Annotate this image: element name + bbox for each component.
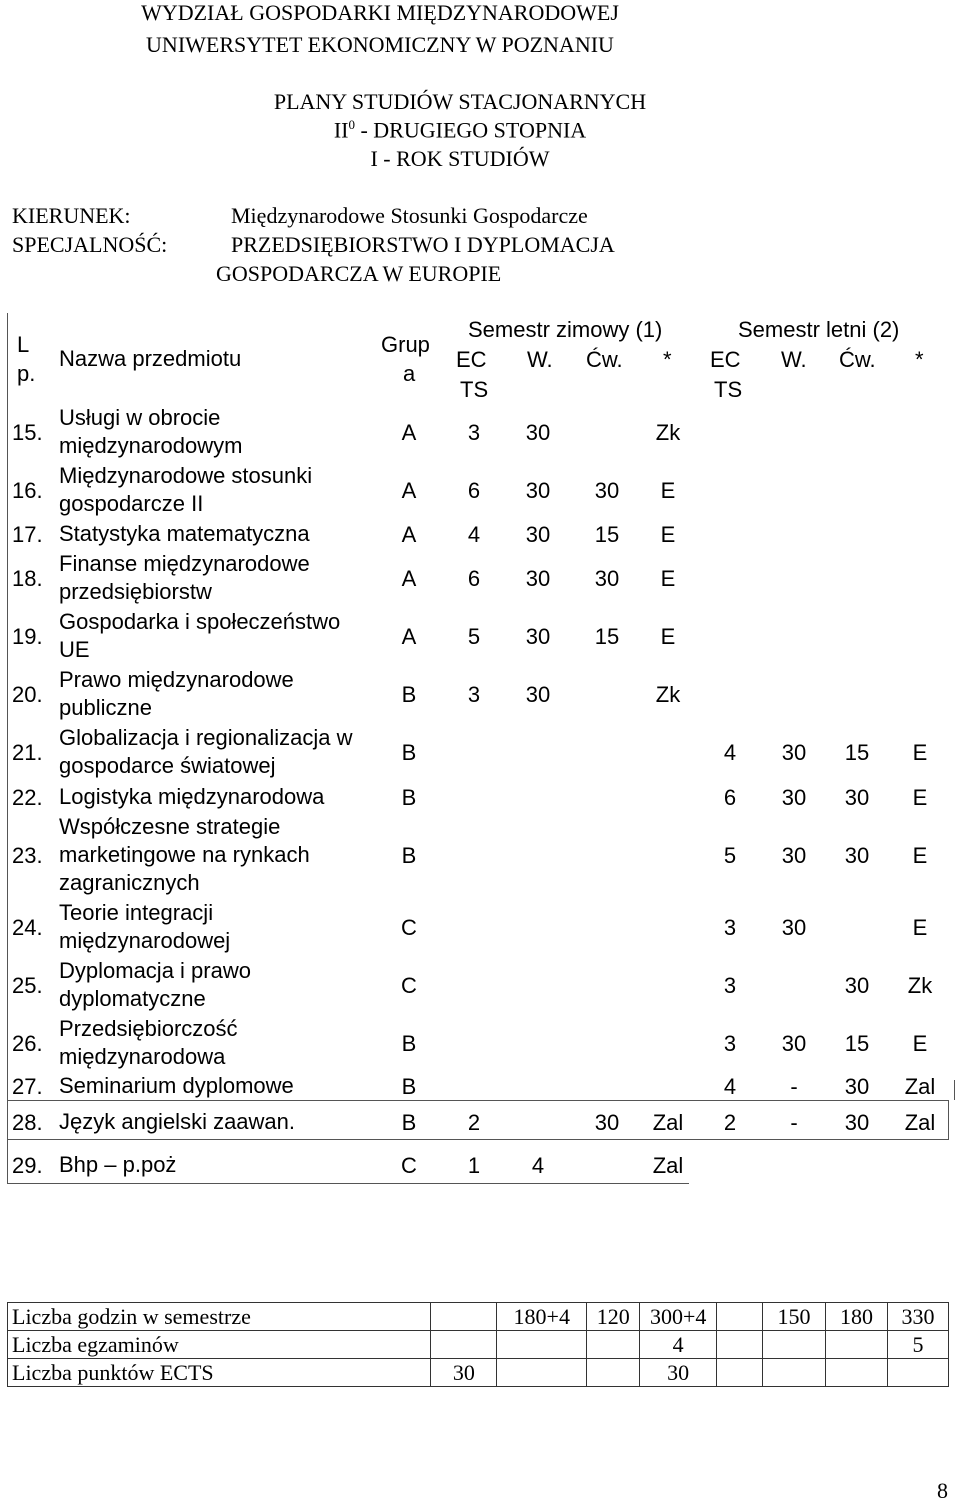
row-s2-value: 30 [844,973,870,998]
row-s2-value: 30 [781,784,807,810]
row-s2-value: 2 [723,1110,737,1135]
s2-w-header: W. [781,347,807,372]
plan-title: PLANY STUDIÓW STACJONARNYCH [273,89,647,114]
col-group-header-1: Grup [381,332,430,357]
summary-value [763,1359,826,1387]
summary-value [497,1331,587,1359]
faculty-title: WYDZIAŁ GOSPODARKI MIĘDZYNARODOWEJ [141,0,619,25]
row-s1-value: 1 [467,1153,481,1178]
summary-value: 30 [640,1359,717,1387]
row-subject-name: Gospodarka i społeczeństwo [59,609,341,634]
summary-label: Liczba egzaminów [8,1331,431,1359]
row-s2-value: 30 [781,843,807,868]
row-subject-name: międzynarodowym [59,433,243,458]
row-lp: 16. [12,478,43,503]
row-subject-name: Statystyka matematyczna [59,520,310,546]
row-s2-value: 30 [844,784,870,810]
summary-label: Liczba punktów ECTS [8,1359,431,1387]
summary-value [587,1331,640,1359]
row-lp: 24. [12,915,43,940]
summary-value: 30 [431,1359,497,1387]
row-subject-name: Międzynarodowe stosunki [59,463,313,488]
row-s1-value: 30 [594,1110,620,1135]
s1-ects-header-2: TS [460,377,489,402]
summary-value: 4 [640,1331,717,1359]
row-group: A [401,521,417,547]
row-subject-name: dyplomatyczne [59,986,206,1011]
summary-value [497,1359,587,1387]
row-subject-name: Seminarium dyplomowe [59,1073,294,1098]
row-s1-value: 5 [467,624,481,649]
s2-star-header: * [915,347,924,372]
summary-value [587,1359,640,1387]
summary-value: 180 [826,1303,888,1331]
row-s2-value: E [912,740,928,765]
row-s2-value: Zk [907,973,933,998]
row-s1-value: E [660,566,676,591]
row-s2-value: 30 [781,740,807,765]
row-group: C [401,973,417,998]
row-s1-value: Zal [652,1153,684,1178]
summary-value [717,1303,763,1331]
row-subject-name: Finanse międzynarodowe [59,551,310,576]
row-group: B [401,843,417,868]
col-name-header: Nazwa przedmiotu [59,346,242,371]
row-subject-name: Logistyka międzynarodowa [59,783,325,809]
row-lp: 17. [12,521,43,547]
row-group: B [401,1074,417,1099]
row-lp: 22. [12,784,43,810]
row-subject-name: gospodarce światowej [59,753,276,778]
degree-title: $II^0$ - DRUGIEGO STOPNIA [333,117,587,143]
row-s1-value: 15 [594,521,620,547]
row-s1-value: Zk [655,682,681,707]
row-s1-value: 30 [525,420,551,445]
row-s2-value: 5 [723,843,737,868]
summary-value: 300+4 [640,1303,717,1331]
row-s1-value: E [660,478,676,503]
summary-value [431,1331,497,1359]
semester-winter-header: Semestr zimowy (1) [468,317,663,342]
summary-value [826,1331,888,1359]
summary-label: Liczba godzin w semestrze [8,1303,431,1331]
row-s1-value: 4 [467,521,481,547]
row-group: A [401,624,417,649]
row-subject-name: międzynarodowa [59,1044,226,1069]
row-s2-value: - [790,1074,798,1099]
row-s1-value: 15 [594,624,620,649]
row-s2-value: E [912,915,928,940]
row-lp: 29. [12,1153,43,1178]
row-s2-value: 15 [844,740,870,765]
row-subject-name: marketingowe na rynkach [59,842,310,867]
summary-value [717,1331,763,1359]
row-group: A [401,566,417,591]
summary-table [7,1302,949,1387]
row-group: B [401,682,417,707]
row-s2-value: 15 [844,1031,870,1056]
row-subject-name: Prawo międzynarodowe [59,667,294,692]
summary-value: 180+4 [497,1303,587,1331]
row-group: B [401,1031,417,1056]
s2-ects-header-2: TS [714,377,743,402]
summary-value: 150 [763,1303,826,1331]
row-s1-value: 30 [525,521,551,547]
row-s1-value: 4 [531,1153,545,1178]
row-s2-value: Zal [904,1110,936,1135]
row-group: C [401,915,417,940]
row-s1-value: Zk [655,420,681,445]
row-lp: 19. [12,624,43,649]
s1-ects-header-1: EC [456,347,487,372]
summary-value [887,1359,948,1387]
specjalnosc-value-2: GOSPODARCZA W EUROPIE [216,261,502,286]
row-s1-value: 3 [467,682,481,707]
row-s1-value: 30 [525,682,551,707]
row-group: A [401,420,417,445]
row-s1-value: 30 [594,566,620,591]
summary-row [8,1331,949,1359]
row-subject-name: przedsiębiorstw [59,579,212,604]
row-s2-value: 3 [723,915,737,940]
row-lp: 23. [12,843,43,868]
page-number: 8 [937,1478,948,1503]
row-s2-value: 3 [723,973,737,998]
summary-value [717,1359,763,1387]
row-group: C [401,1153,417,1178]
row-lp: 27. [12,1074,43,1099]
specjalnosc-value-1: PRZEDSIĘBIORSTWO I DYPLOMACJA [231,232,615,257]
row-s2-value: 30 [781,1031,807,1056]
kierunek-value: Międzynarodowe Stosunki Gospodarcze [231,203,588,228]
row-subject-name: gospodarcze II [59,491,204,516]
row-s2-value: 4 [723,1074,737,1099]
col-group-header-2: a [403,361,416,386]
s1-star-header: * [663,347,672,372]
summary-row [8,1359,949,1387]
row-lp: 18. [12,566,43,591]
s1-cw-header: Ćw. [586,347,623,372]
specjalnosc-label: SPECJALNOŚĆ: [12,232,168,257]
row-s2-value: Zal [904,1074,936,1099]
row-s2-value: 30 [844,1110,870,1135]
summary-value [763,1331,826,1359]
row-group: B [401,740,417,765]
row-subject-name: Przedsiębiorczość [59,1016,238,1041]
summary-value [431,1303,497,1331]
row-s2-value: 6 [723,784,737,810]
row-s2-value: 30 [844,843,870,868]
row-subject-name: Bhp – p.poż [59,1152,177,1177]
row-s1-value: 3 [467,420,481,445]
row-group: A [401,478,417,503]
row-subject-name: Usługi w obrocie [59,405,221,430]
row-group: B [401,1110,417,1135]
row-subject-name: Dyplomacja i prawo [59,958,251,983]
s2-cw-header: Ćw. [839,347,876,372]
row-s1-value: 30 [525,478,551,503]
row-s1-value: 30 [525,566,551,591]
summary-value: 5 [887,1331,948,1359]
kierunek-label: KIERUNEK: [12,203,131,228]
row-s2-value: E [912,1031,928,1056]
row-s1-value: 6 [467,566,481,591]
row-lp: 26. [12,1031,43,1056]
s1-w-header: W. [527,347,553,372]
s2-ects-header-1: EC [710,347,741,372]
summary-value: 330 [887,1303,948,1331]
row-s2-value: 30 [781,915,807,940]
summary-value: 120 [587,1303,640,1331]
row-s2-value: E [912,784,928,810]
row-group: B [401,784,417,810]
row-s1-value: E [660,624,676,649]
row-s2-value: 4 [723,740,737,765]
row-s2-value: E [912,843,928,868]
row-s2-value: 3 [723,1031,737,1056]
row-s1-value: Zal [652,1110,684,1135]
row-s1-value: 6 [467,478,481,503]
col-lp-header-1: L [17,332,30,357]
summary-row [8,1303,949,1331]
row-lp: 21. [12,740,43,765]
row-s2-value: - [790,1110,798,1135]
row-subject-name: Język angielski zaawan. [59,1109,296,1134]
semester-summer-header: Semestr letni (2) [738,317,900,342]
row-s1-value: 30 [594,478,620,503]
row-subject-name: publiczne [59,695,152,720]
col-lp-header-2: p. [17,361,36,386]
row-subject-name: Współczesne strategie [59,814,281,839]
row-lp: 15. [12,420,43,445]
summary-value [826,1359,888,1387]
row-subject-name: Teorie integracji [59,900,214,925]
row-s1-value: 30 [525,624,551,649]
row-lp: 28. [12,1110,43,1135]
row-s2-value: 30 [844,1074,870,1099]
row-lp: 20. [12,682,43,707]
row-lp: 25. [12,973,43,998]
year-title: I - ROK STUDIÓW [370,146,550,171]
row-s1-value: 2 [467,1110,481,1135]
row-subject-name: zagranicznych [59,870,200,895]
university-title: UNIWERSYTET EKONOMICZNY W POZNANIU [146,32,614,57]
row-subject-name: UE [59,637,90,662]
row-s1-value: E [660,521,676,547]
row-subject-name: międzynarodowej [59,928,231,953]
row-subject-name: Globalizacja i regionalizacja w [59,725,353,750]
